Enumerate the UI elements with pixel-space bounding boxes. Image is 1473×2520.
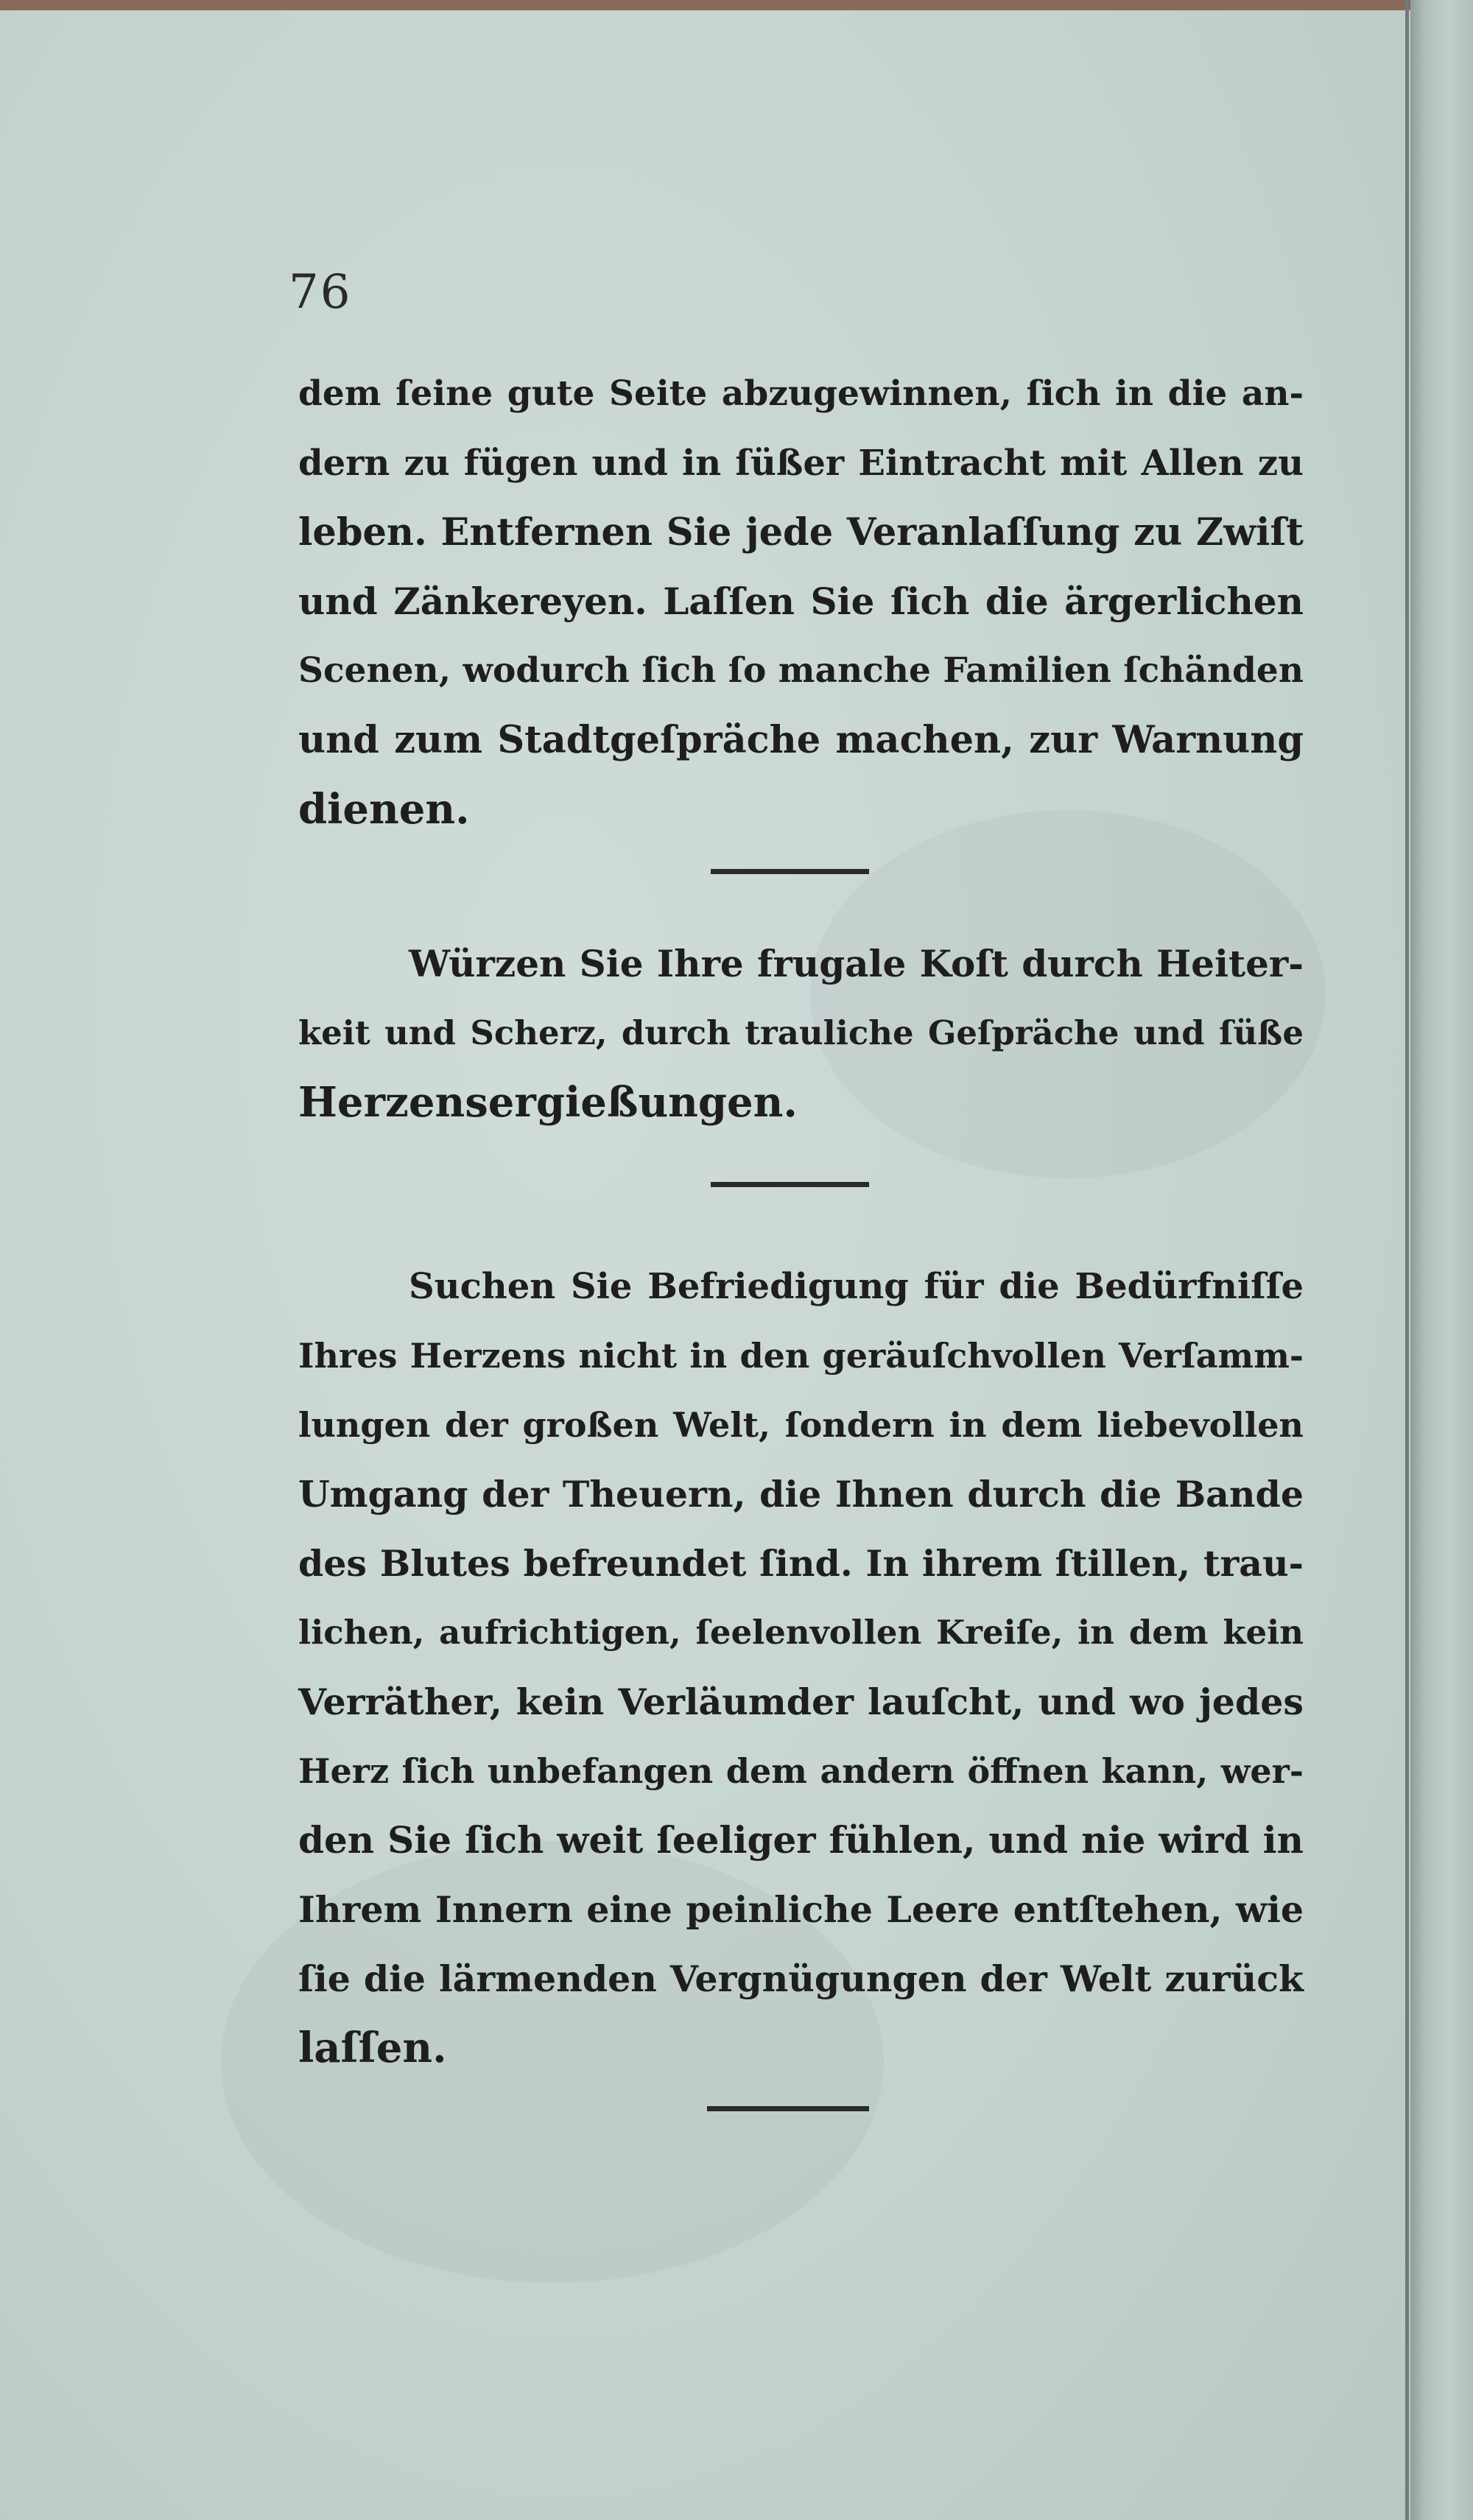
text-line: des Blutes befreundet ſind. In ihrem ſtillen, trau- [298, 1542, 1304, 1585]
text-line: lungen der großen Welt, ſondern in dem liebevollen [298, 1405, 1304, 1445]
section-divider [707, 2106, 869, 2111]
text-line: Würzen Sie Ihre frugale Koſt durch Heiter- [409, 942, 1304, 985]
paragraph-1 [298, 359, 1304, 844]
section-divider [711, 1182, 869, 1187]
paragraph-2 [298, 929, 1304, 1137]
text-line: Verräther, kein Verläumder lauſcht, und wo jedes [298, 1680, 1304, 1723]
text-line: leben. Entfernen Sie jede Veranlaſſung zu Zwiſt [298, 510, 1304, 555]
text-line: Suchen Sie Befriedigung für die Bedürfniſſe [409, 1266, 1304, 1307]
text-line: keit und Scherz, durch trauliche Geſpräche und ſüße [298, 1013, 1304, 1052]
text-line: dienen. [298, 785, 470, 834]
page-top-edge [0, 0, 1410, 10]
text-line: laſſen. [298, 2024, 447, 2072]
text-line: und zum Stadtgeſpräche machen, zur Warnung [298, 718, 1304, 762]
text-line: den Sie ſich weit ſeeliger fühlen, und nie wird in [298, 1818, 1304, 1862]
text-line: Ihres Herzens nicht in den geräuſchvollen Verſamm- [298, 1336, 1304, 1376]
text-line: dern zu fügen und in ſüßer Eintracht mit Allen zu [298, 443, 1304, 484]
text-line: Ihrem Innern eine peinliche Leere entſtehen, wie [298, 1888, 1304, 1931]
section-divider [711, 869, 869, 874]
text-line: Umgang der Theuern, die Ihnen durch die Bande [298, 1473, 1304, 1516]
text-line: Herz ſich unbefangen dem andern öffnen kann, wer- [298, 1751, 1304, 1791]
page-fold-line [1405, 0, 1409, 2520]
text-line: ſie die lärmenden Vergnügungen der Welt zurück [298, 1957, 1304, 2000]
text-line: und Zänkereyen. Laſſen Sie ſich die ärgerlichen [298, 580, 1304, 623]
text-line: lichen, aufrichtigen, ſeelenvollen Kreiſe, in dem kein [298, 1613, 1304, 1652]
paragraph-3 [298, 1252, 1304, 2083]
text-line: dem ſeine gute Seite abzugewinnen, ſich in die an- [298, 373, 1304, 414]
next-page-edge [1410, 0, 1473, 2520]
text-line: Herzensergießungen. [298, 1078, 798, 1127]
page-number: 76 [289, 265, 352, 320]
text-line: Scenen, wodurch ſich ſo manche Familien ſchänden [298, 650, 1304, 691]
